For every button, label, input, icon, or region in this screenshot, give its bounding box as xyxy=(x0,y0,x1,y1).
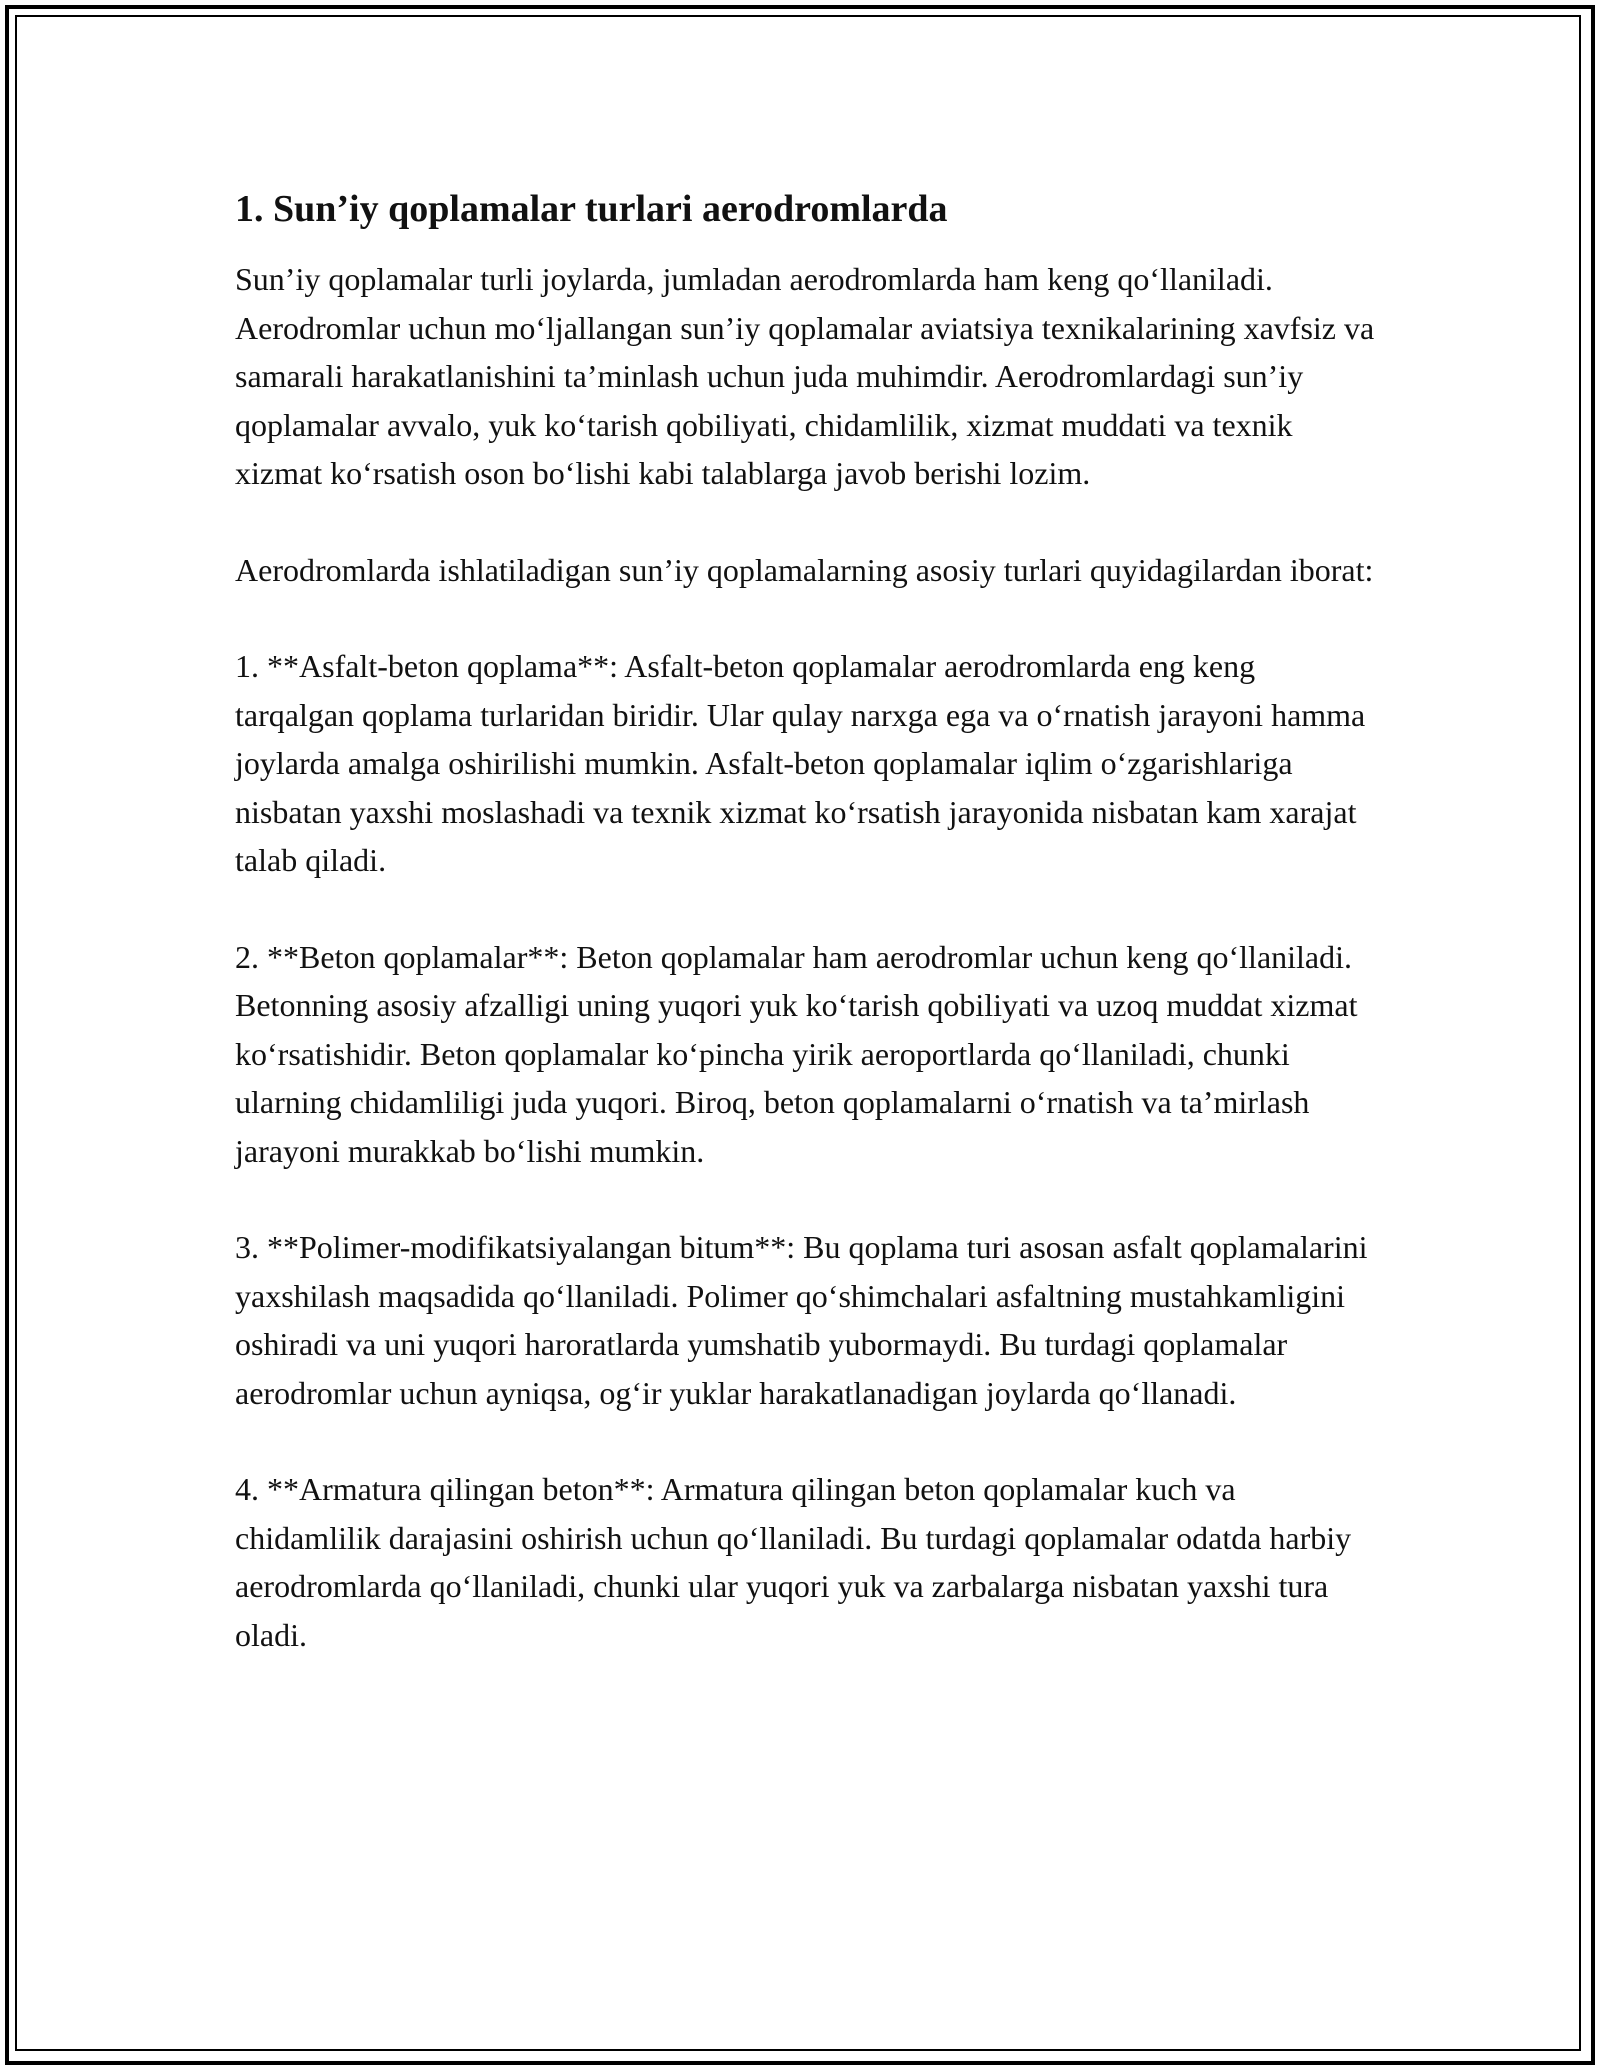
document-title: 1. Sun’iy qoplamalar turlari aerodromlarda xyxy=(235,188,948,230)
document-body xyxy=(235,185,1375,1707)
list-item-concrete: 2. **Beton qoplamalar**: Beton qoplamalar ham aerodromlar uchun keng qo‘llaniladi. Betonning asosiy afzalligi uning yuqori yuk ko‘tarish qobiliyati va uzoq muddat xizmat ko‘rsatishidir. Beton qoplamalar ko‘pincha yirik aeroportlarda qo‘llaniladi, chunki ularning chidamliligi juda yuqori. Biroq, beton qoplamalarni o‘rnatish va ta’mirlash jarayoni murakkab bo‘lishi mumkin. xyxy=(235,938,1358,1169)
list-item-polymer-bitumen: 3. **Polimer-modifikatsiyalangan bitum**: Bu qoplama turi asosan asfalt qoplamalarini yaxshilash maqsadida qo‘llaniladi. Polimer qo‘shimchalari asfaltning mustahkamligini oshiradi va uni yuqori haroratlarda yumshatib yubormaydi. Bu turdagi qoplamalar aerodromlar uchun ayniqsa, og‘ir yuklar harakatlanadigan joylarda qo‘llanadi. xyxy=(235,1229,1368,1411)
paragraph-intro: Sun’iy qoplamalar turli joylarda, jumladan aerodromlarda ham keng qo‘llaniladi. Aerodromlar uchun mo‘ljallangan sun’iy qoplamalar aviatsiya texnikalarining xavfsiz va samarali harakatlanishini ta’minlash uchun juda muhimdir. Aerodromlardagi sun’iy qoplamalar avvalo, yuk ko‘tarish qobiliyati, chidamlilik, xizmat muddati va texnik xizmat ko‘rsatish oson bo‘lishi kabi talablarga javob berishi lozim. xyxy=(235,261,1375,491)
list-item-asphalt-concrete: 1. **Asfalt-beton qoplama**: Asfalt-beton qoplamalar aerodromlarda eng keng tarqalgan qoplama turlaridan biridir. Ular qulay narxga ega va o‘rnatish jarayoni hamma joylarda amalga oshirilishi mumkin. Asfalt-beton qoplamalar iqlim o‘zgarishlariga nisbatan yaxshi moslashadi va texnik xizmat ko‘rsatish jarayonida nisbatan kam xarajat talab qiladi. xyxy=(235,648,1366,878)
list-item-reinforced-concrete: 4. **Armatura qilingan beton**: Armatura qilingan beton qoplamalar kuch va chidamlilik darajasini oshirish uchun qo‘llaniladi. Bu turdagi qoplamalar odatda harbiy aerodromlarda qo‘llaniladi, chunki ular yuqori yuk va zarbalarga nisbatan yaxshi tura oladi. xyxy=(235,1471,1352,1653)
paragraph-types-lead: Aerodromlarda ishlatiladigan sun’iy qoplamalarning asosiy turlari quyidagilardan iborat: xyxy=(235,551,1374,588)
